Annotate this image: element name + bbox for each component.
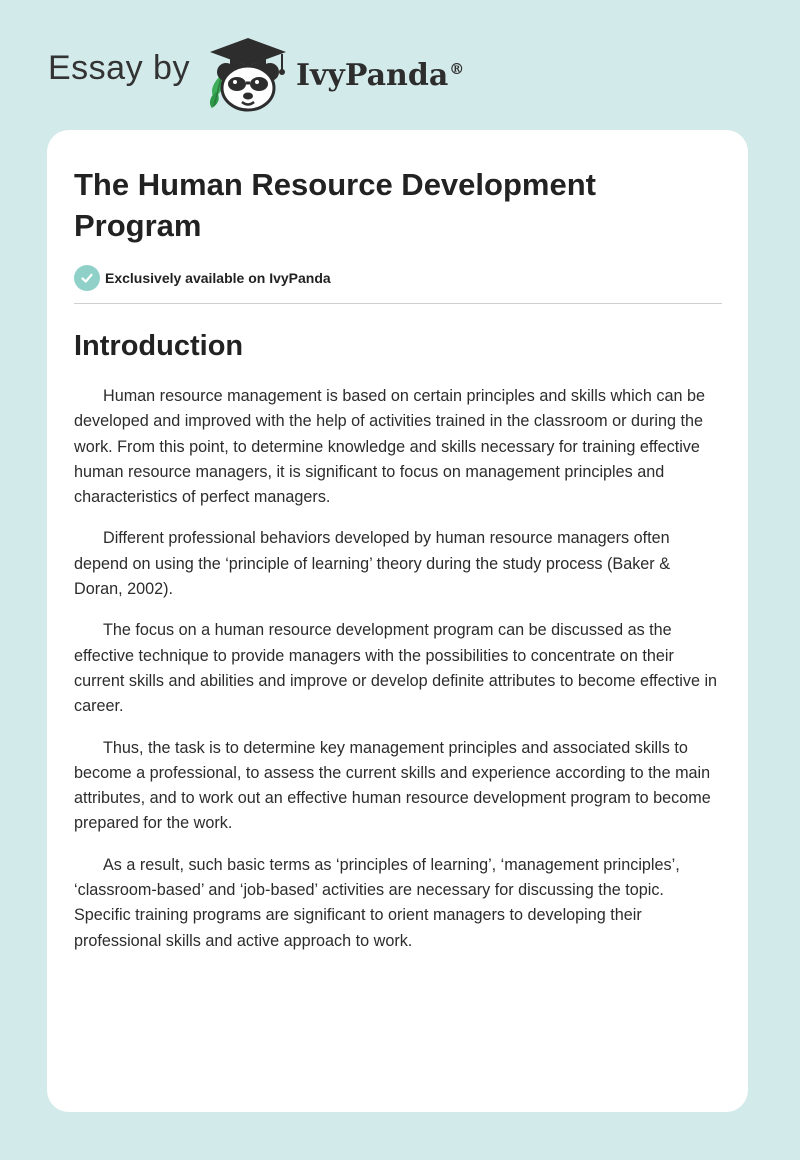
exclusive-badge bbox=[74, 265, 722, 291]
essay-card bbox=[47, 130, 748, 1112]
paragraph: Thus, the task is to determine key management principles and associated skills to become a professional, to assess the current skills and experience according to the main attributes, and to work out an effective human resource development program to become prepared for the work. bbox=[74, 738, 711, 833]
section-heading: Introduction bbox=[74, 330, 244, 362]
essay-body bbox=[74, 384, 722, 954]
brand-name: IvyPanda® bbox=[295, 57, 465, 93]
page-title: The Human Resource Development Program bbox=[74, 167, 596, 243]
panda-graduate-icon bbox=[202, 34, 294, 114]
check-circle-icon bbox=[74, 265, 100, 291]
exclusive-label: Exclusively available on IvyPanda bbox=[105, 270, 331, 286]
divider bbox=[74, 303, 722, 304]
paragraph: The focus on a human resource development program can be discussed as the effective technique to provide managers with the possibilities to concentrate on their current skills and abilities and improve or develop definite attributes to become effective in career. bbox=[74, 621, 718, 716]
registered-mark: ® bbox=[449, 59, 465, 78]
paragraph: As a result, such basic terms as ‘principles of learning’, ‘management principles’, ‘classroom-based’ and ‘job-based’ activities are necessary for discussing the topic. Specific training programs are significant to orient managers to developing their professional skills and active approach to work. bbox=[74, 855, 680, 950]
site-header-brand[interactable] bbox=[48, 34, 464, 114]
paragraph: Different professional behaviors developed by human resource managers often depend on using the ‘principle of learning’ theory during the study process (Baker & Doran, 2002). bbox=[74, 529, 670, 599]
brand-prefix: Essay by bbox=[48, 48, 190, 87]
paragraph: Human resource management is based on certain principles and skills which can be developed and improved with the help of activities trained in the classroom or during the work. From this point, to determine knowledge and skills necessary for training effective human resource managers, it is significant to focus on management principles and characteristics of perfect managers. bbox=[74, 387, 705, 507]
